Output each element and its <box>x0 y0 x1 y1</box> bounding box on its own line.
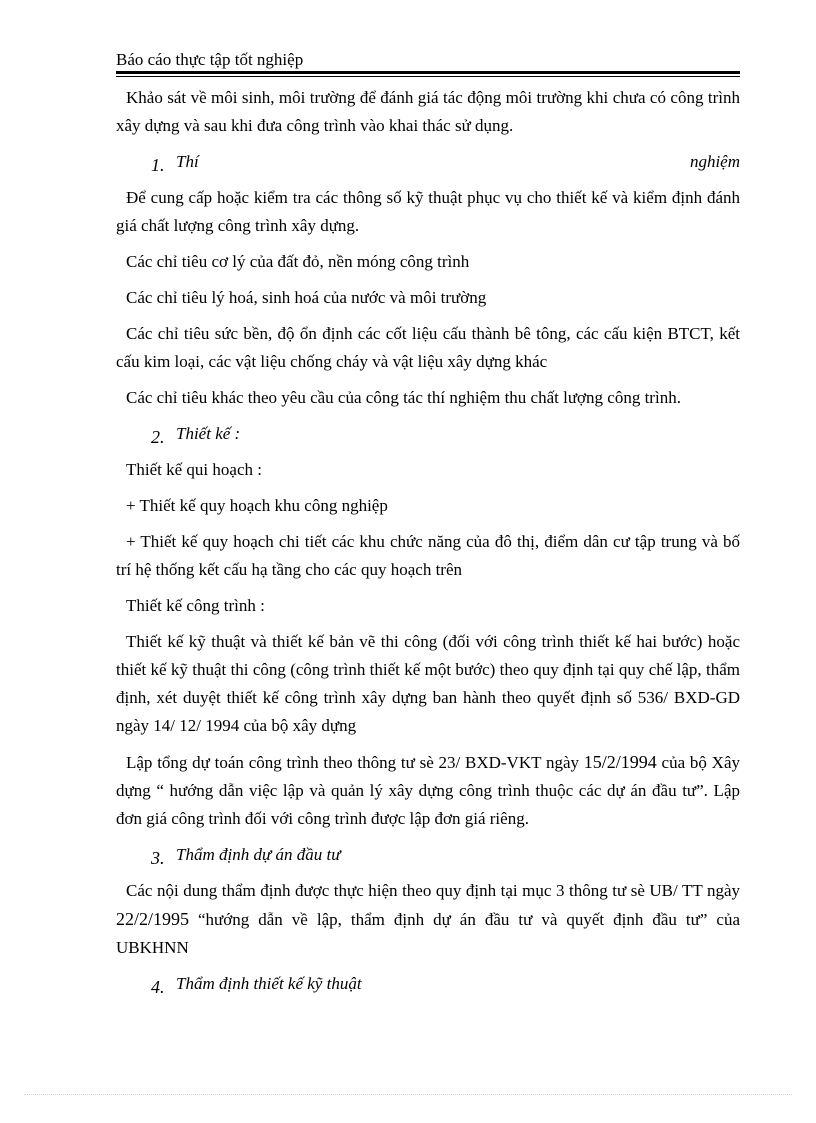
paragraph: + Thiết kế quy hoạch chi tiết các khu chức năng của đô thị, điểm dân cư tập trung và bố trí hệ thống kết cấu hạ tầng cho các quy hoạch trên <box>116 532 740 579</box>
section-title-right: nghiệm <box>689 152 740 171</box>
section-number: 4. <box>151 977 165 997</box>
section-heading-1 <box>116 148 740 176</box>
paragraph-text: “hướng dẫn về lập, thẩm định dự án đầu tư và quyết định đầu tư” của UBKHNN <box>116 910 740 957</box>
section-number: 3. <box>151 848 165 868</box>
section-heading-4 <box>116 970 740 998</box>
paragraph <box>116 877 740 962</box>
page-header-title: Báo cáo thực tập tốt nghiệp <box>116 50 304 69</box>
section-heading-3 <box>116 841 740 869</box>
paragraph: Để cung cấp hoặc kiểm tra các thông số kỹ thuật phục vụ cho thiết kế và kiểm định đánh giá chất lượng công trình xây dựng. <box>116 188 740 235</box>
section-heading-2 <box>116 420 740 448</box>
header-rule <box>116 71 740 74</box>
paragraph: Các chỉ tiêu lý hoá, sinh hoá của nước và môi trường <box>126 288 487 307</box>
date-text: 15/2/1994 <box>583 752 657 772</box>
section-title: Thiết kế : <box>176 424 241 443</box>
paragraph: Các chỉ tiêu cơ lý của đất đỏ, nền móng công trình <box>126 252 470 271</box>
paragraph: Khảo sát về môi sinh, môi trường để đánh giá tác động môi trường khi chưa có công trình xây dựng và sau khi đưa công trình vào khai thác sử dụng. <box>116 88 740 135</box>
paragraph: Thiết kế công trình : <box>126 596 265 615</box>
section-number: 1. <box>151 155 165 175</box>
header-rule-thin <box>116 76 740 77</box>
paragraph: Thiết kế kỹ thuật và thiết kế bản vẽ thi công (đối với công trình thiết kế hai bước) hoặc thiết kế kỹ thuật thi công (công trình thiết kế một bước) theo quy định tại quy chế lập, thẩm định, xét duyệt thiết kế công trình xây dựng ban hành theo quyết định số 536/ BXD-GD ngày 14/ 12/ 1994 của bộ xây dựng <box>116 632 740 735</box>
document-body <box>116 84 740 998</box>
section-title-left: Thí <box>176 152 199 171</box>
paragraph-text: của bộ Xây dựng “ hướng dẫn việc lập và quản lý xây dựng công trình thuộc các dự án đầu tư”. Lập đơn giá công trình đối với công trình được lập đơn giá riêng. <box>116 753 740 828</box>
section-title: Thẩm định dự án đầu tư <box>176 845 341 864</box>
paragraph-text: Lập tổng dự toán công trình theo thông tư sè 23/ BXD-VKT ngày <box>126 753 584 772</box>
paragraph: Thiết kế qui hoạch : <box>126 460 262 479</box>
section-title: Thẩm định thiết kế kỹ thuật <box>176 974 362 993</box>
paragraph: + Thiết kế quy hoạch khu công nghiệp <box>126 496 388 515</box>
date-text: 22/2/1995 <box>116 909 190 929</box>
paragraph <box>116 748 740 833</box>
paragraph: Các chỉ tiêu sức bền, độ ổn định các cốt liệu cấu thành bê tông, các cấu kiện BTCT, kết cấu kim loại, các vật liệu chống cháy và vật liệu xây dựng khác <box>116 324 740 371</box>
paragraph: Các chỉ tiêu khác theo yêu cầu của công tác thí nghiệm thu chất lượng công trình. <box>126 388 681 407</box>
paragraph-text: Các nội dung thẩm định được thực hiện theo quy định tại mục 3 thông tư sè UB/ TT ngày <box>126 881 740 900</box>
page-bottom-rule <box>24 1094 792 1095</box>
section-number: 2. <box>151 427 165 447</box>
